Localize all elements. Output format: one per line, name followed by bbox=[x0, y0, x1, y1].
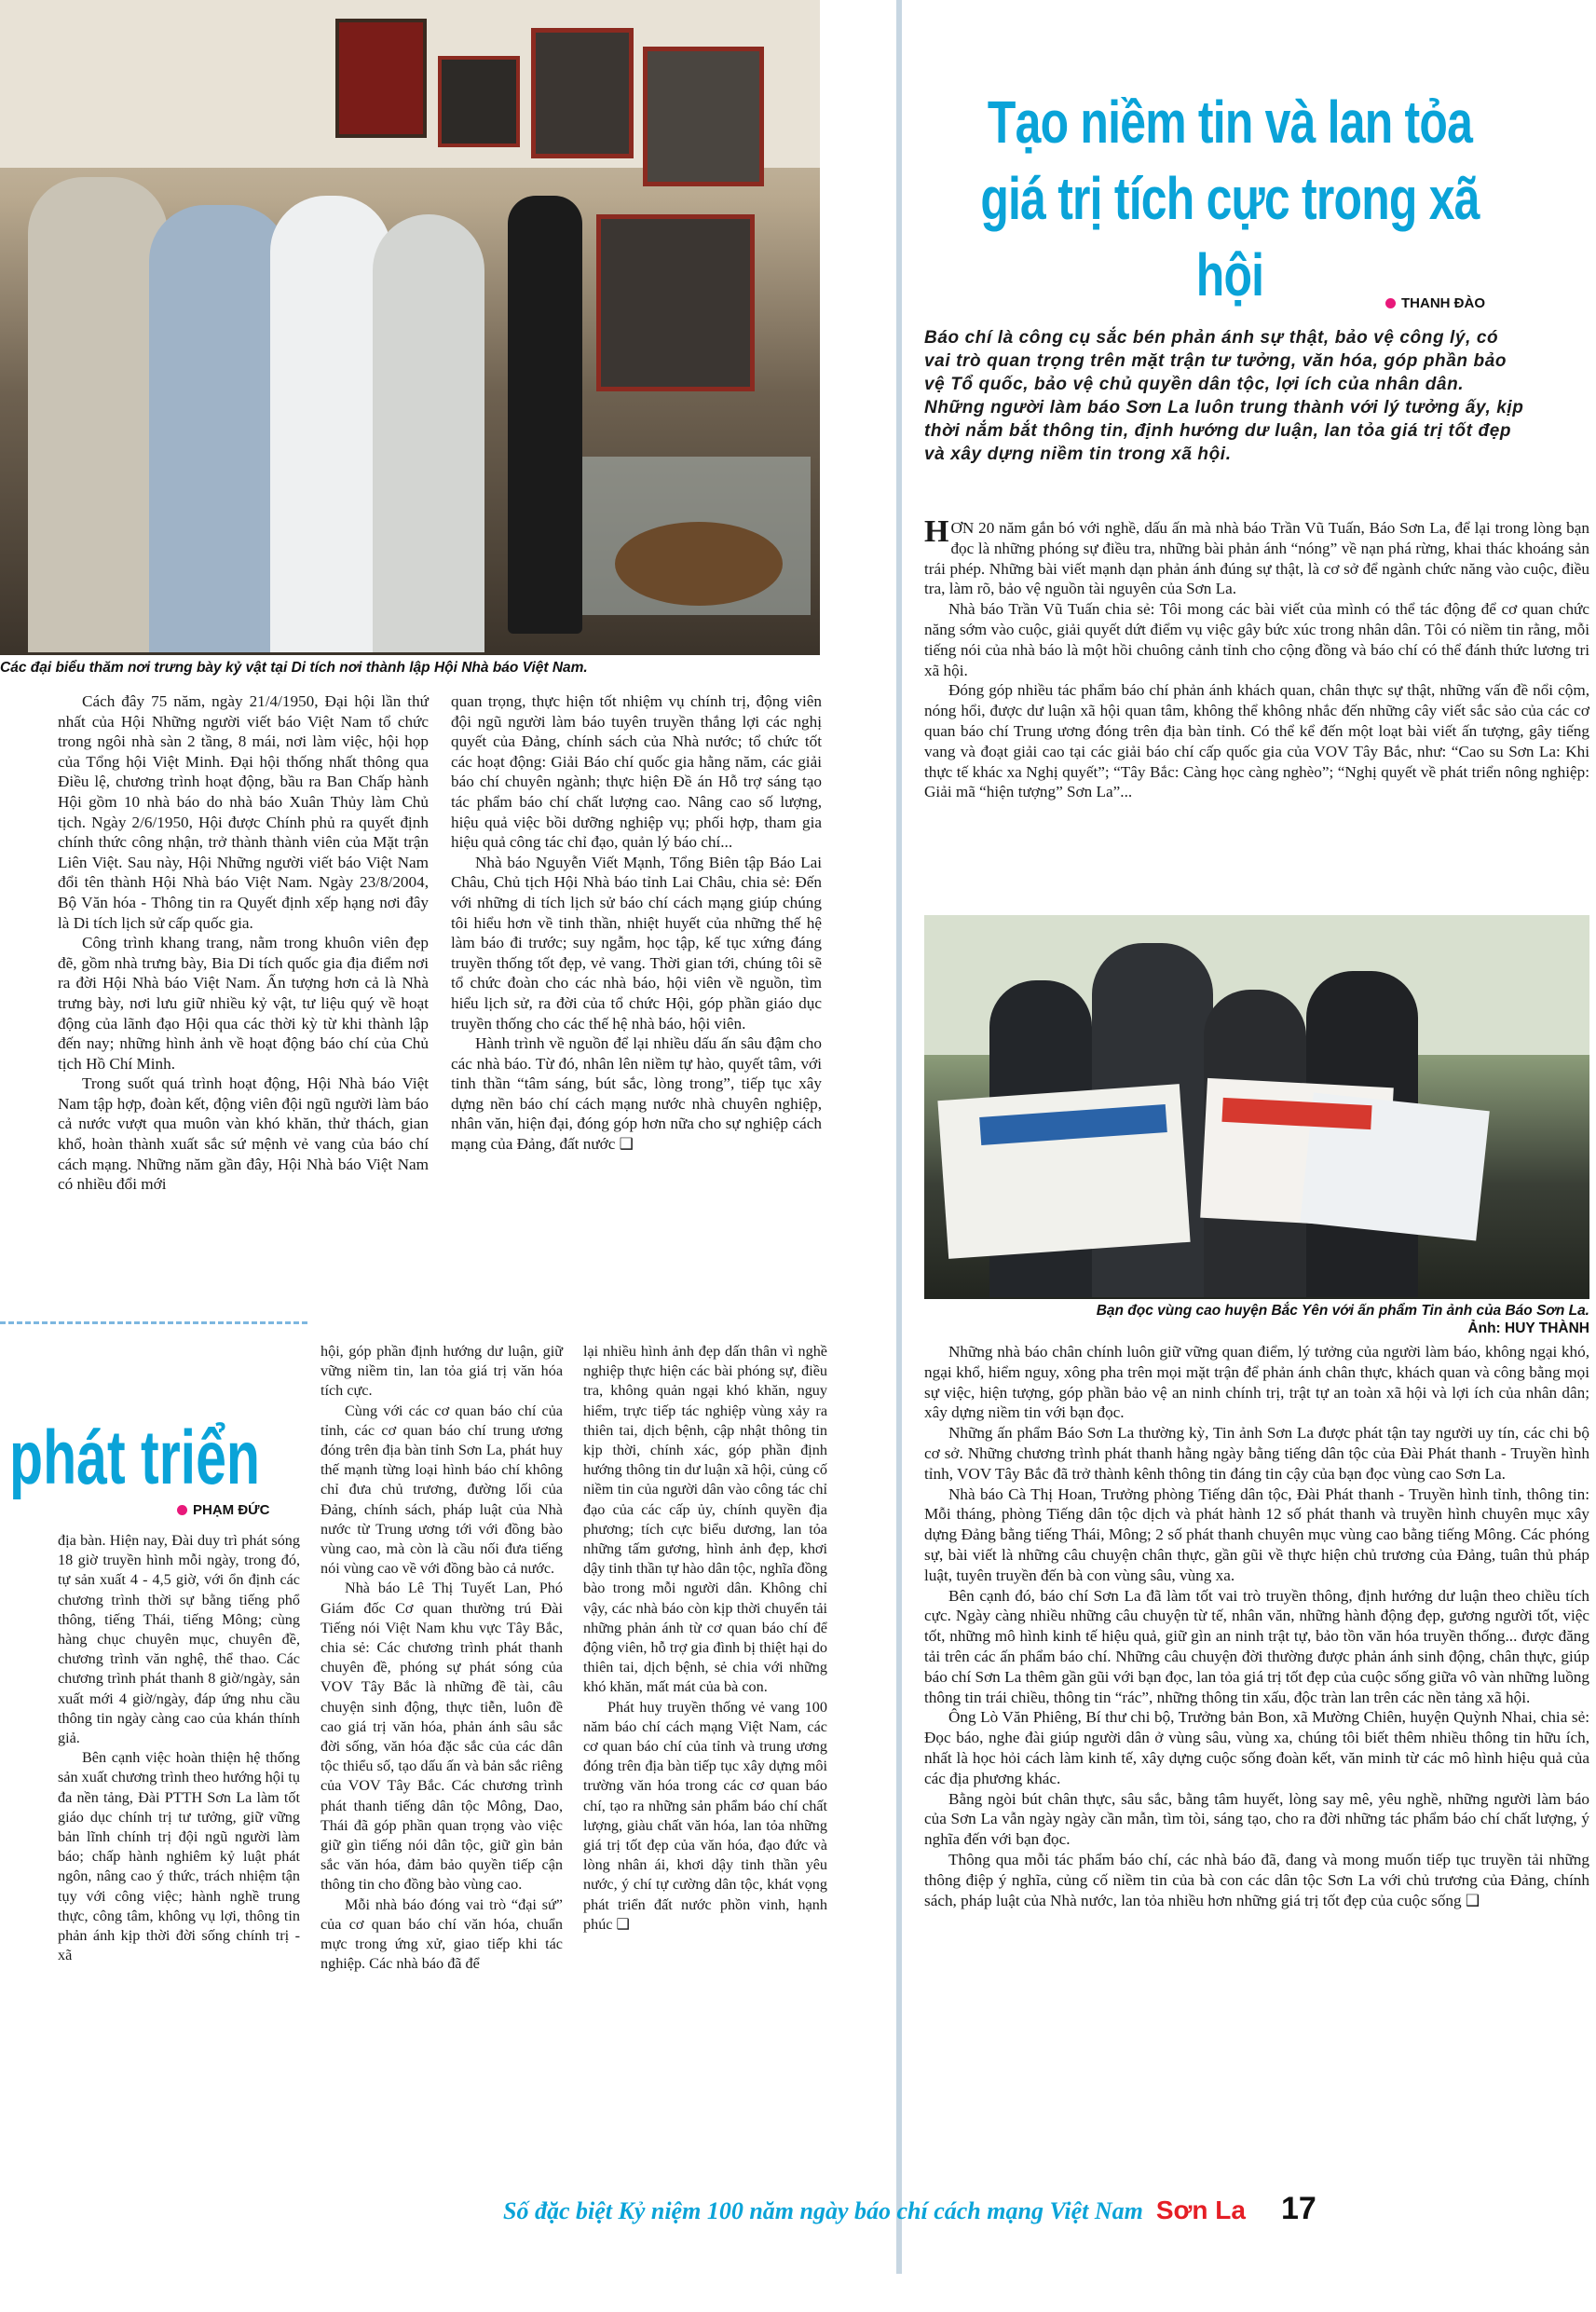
paragraph: Những nhà báo chân chính luôn giữ vững quan điểm, lý tưởng của người làm báo, không ngại khó, ngại khổ, hiểm nguy, xông pha trên mọi mặt trận để phản ánh chân thực, khách quan và công bằng mọi sự việc, hiện tượng, góp phần bảo vệ an ninh chính trị, trật tự an toàn xã hội và lợi ích của nhân dân; xây dựng niềm tin với bạn đọc. bbox=[924, 1343, 1589, 1422]
byline-dot-icon bbox=[1385, 298, 1396, 308]
paragraph: Phát huy truyền thống vẻ vang 100 năm báo chí cách mạng Việt Nam, các cơ quan báo chí của tỉnh và trung ương đóng trên địa bàn tiếp tục xây dựng môi trường văn hóa trong các cơ quan báo chí, tạo ra những sản phẩm báo chí chất lượng, giàu chất văn hóa, lan tỏa những giá trị tốt đẹp của văn hóa, đạo đức và lòng nhân ái, khơi dậy tinh thần yêu nước, ý chí tự cường dân tộc, khát vọng phát triển đất nước phồn vinh, hạnh phúc ❑ bbox=[583, 1698, 827, 1933]
article3-lead: Báo chí là công cụ sắc bén phản ánh sự thật, bảo vệ công lý, có vai trò quan trọng trên mặt trận tư tưởng, văn hóa, góp phần bảo vệ Tổ quốc, bảo vệ chủ quyền dân tộc, lợi ích của nhân dân. Những người làm báo Sơn La luôn trung thành với lý tưởng ấy, kịp thời nắm bắt thông tin, định hướng dư luận, lan tỏa giá trị tốt đẹp và xây dựng niềm tin trong xã hội. bbox=[924, 328, 1524, 464]
paragraph: Nhà báo Trần Vũ Tuấn chia sẻ: Tôi mong các bài viết của mình có thể tác động để cơ quan chức năng sớm vào cuộc, giải quyết dứt điểm vụ việc gây bức xúc trong nhân dân. Tôi có niềm tin rằng, mỗi tiếng nói của nhà báo là một hồi chuông cảnh tỉnh cho cộng đồng và báo chí có thể đánh thức lương tri xã hội. bbox=[924, 600, 1589, 679]
article3-title bbox=[954, 84, 1507, 313]
article3-byline bbox=[1385, 295, 1485, 311]
byline-dot-icon bbox=[177, 1505, 187, 1515]
paragraph bbox=[924, 514, 1589, 599]
paragraph: Những ấn phẩm Báo Sơn La thường kỳ, Tin ảnh Sơn La được phát tận tay người uy tín, các chi bộ cơ sở. Những chương trình phát thanh hằng ngày bằng tiếng dân tộc của Đài Phát thanh - Truyền hình tỉnh, VOV Tây Bắc đã trở thành kênh thông tin đáng tin cậy của bạn đọc vùng cao Sơn La. bbox=[924, 1424, 1589, 1483]
paragraph: Cùng với các cơ quan báo chí của tỉnh, các cơ quan báo chí trung ương đóng trên địa bàn tỉnh Sơn La, phát huy thế mạnh từng loại hình báo chí không chỉ đưa chủ trương, đường lối của Đảng, chính sách, pháp luật của Nhà nước từ Trung ương tới với đồng bào vùng cao, mà còn là cầu nối đưa tiếng nói vùng cao về với đồng bào cả nước. bbox=[321, 1402, 563, 1578]
paragraph: Ông Lò Văn Phiêng, Bí thư chi bộ, Trưởng bản Bon, xã Mường Chiên, huyện Quỳnh Nhai, chia sẻ: Đọc báo, nghe đài giúp người dân ở vùng sâu, vùng xa, chúng tôi biết thêm nhiều thông tin hữu ích, nhất là học hỏi cách làm kinh tế, xây dựng cuộc sống đoàn kết, văn minh từ các mô hình hiệu quả của các địa phương khác. bbox=[924, 1708, 1589, 1787]
paragraph: Bên cạnh việc hoàn thiện hệ thống sản xuất chương trình theo hướng hội tụ đa nền tảng, Đài PTTH Sơn La làm tốt giáo dục chính trị tư tưởng, giữ vững bản lĩnh chính trị đội ngũ người làm báo; chấp hành nghiêm kỷ luật phát ngôn, nâng cao ý thức, trách nhiệm tận tụy với công việc; hành nghề trung thực, công tâm, không vụ lợi, thông tin phản ánh kịp thời đời sống chính trị - xã bbox=[58, 1749, 300, 1964]
article2-column2 bbox=[321, 1342, 563, 1975]
paragraph: quan trọng, thực hiện tốt nhiệm vụ chính trị, động viên đội ngũ người làm báo tuyên truyền thắng lợi các nghị quyết của Đảng, chính sách của Nhà nước; tổ chức tốt các hoạt động: Giải Báo chí quốc gia hằng năm, các giải báo chí chuyên ngành; thực hiện Đề án Hỗ trợ sáng tạo tác phẩm báo chí chất lượng cao. Nâng cao số lượng, hiệu quả việc bồi dưỡng nghiệp vụ; phối hợp, tham gia hiệu quả công tác chỉ đạo, quản lý báo chí... bbox=[451, 692, 822, 852]
paragraph: Nhà báo Cà Thị Hoan, Trưởng phòng Tiếng dân tộc, Đài Phát thanh - Truyền hình tỉnh, thông tin: Mỗi tháng, phòng Tiếng dân tộc dịch và phát hành 12 số phát thanh và truyền hình chuyên mục xây dựng Đảng bằng tiếng Thái, Mông; 2 số phát thanh chuyên mục vùng cao bằng tiếng Mông. Các phóng sự, bài viết là những câu chuyện chân thực, gần gũi về thực hiện chủ trương của Đảng, tuân thủ pháp luật, tuyên truyền đến bà con vùng sâu, vùng xa. bbox=[924, 1484, 1589, 1584]
paragraph-text: ƠN 20 năm gắn bó với nghề, dấu ấn mà nhà báo Trần Vũ Tuấn, Báo Sơn La, để lại trong lòng bạn đọc là những phóng sự điều tra, những bài phản ánh “nóng” về nạn phá rừng, khai thác khoáng sản trái phép. Những bài viết mạnh dạn phản ánh đúng sự thật, là cơ sở để ngành chức năng vào cuộc, điều tra, làm rõ, bảo vệ nguồn tài nguyên của Sơn La. bbox=[924, 519, 1589, 598]
article2-title: phát triển bbox=[9, 1416, 260, 1500]
article2-column3 bbox=[583, 1342, 827, 1935]
article1-column1 bbox=[58, 691, 429, 1195]
paragraph: Mỗi nhà báo đóng vai trò “đại sứ” của cơ quan báo chí văn hóa, chuẩn mực trong ứng xử, giao tiếp khi tác nghiệp. Các nhà báo đã để bbox=[321, 1895, 563, 1973]
readers-photo bbox=[924, 915, 1589, 1299]
title-line: Tạo niềm tin và lan tỏa bbox=[987, 89, 1473, 156]
article2-byline bbox=[177, 1502, 269, 1518]
dashed-divider bbox=[0, 1321, 307, 1324]
paragraph: Nhà báo Lê Thị Tuyết Lan, Phó Giám đốc Cơ quan thường trú Đài Tiếng nói Việt Nam khu vực Tây Bắc, chia sẻ: Các chương trình phát thanh chuyên đề, phóng sự phát sóng của VOV Tây Bắc là những đề tài, câu chuyện sinh động, thực tiễn, luôn đề cao giá trị văn hóa, phản ánh sâu sắc đời sống, văn hóa đặc sắc của các dân tộc thiểu số, tạo dấu ấn và bản sắc riêng của VOV Tây Bắc. Các chương trình phát thanh tiếng dân tộc Mông, Dao, Thái đã góp phần quan trọng vào việc giữ gìn tiếng nói dân tộc, giữ gìn bản sắc văn hóa, đảm bảo quyền tiếp cận thông tin cho đồng bào vùng cao. bbox=[321, 1580, 563, 1894]
paragraph: Nhà báo Nguyễn Viết Mạnh, Tổng Biên tập Báo Lai Châu, Chủ tịch Hội Nhà báo tỉnh Lai Châu, chia sẻ: Đến với những di tích lịch sử báo chí cách mạng giúp chúng tôi hiểu hơn về tinh thần, nhiệt huyết của những thế hệ làm báo đi trước; suy ngẫm, học tập, kế tục xứng đáng truyền thống tốt đẹp, vẻ vang. Thời gian tới, chúng tôi sẽ tổ chức đoàn cho các nhà báo, hội viên về nguồn, tìm hiểu lịch sử, ra đời của tổ chức Hội, góp phần giáo dục truyền thống cho các thế hệ nhà báo, hội viên. bbox=[451, 853, 822, 1033]
page-gutter bbox=[896, 0, 902, 2274]
paragraph: Hành trình về nguồn để lại nhiều dấu ấn sâu đậm cho các nhà báo. Từ đó, nhân lên niềm tự hào, quyết tâm, với tinh thần “tâm sáng, bút sắc, lòng trong”, tiếp tục xây dựng nền báo chí cách mạng nước nhà chuyên nghiệp, nhân văn, hiện đại, đóng góp hơn nữa cho sự nghiệp cách mạng của Đảng, đất nước ❑ bbox=[451, 1034, 822, 1154]
byline-text: PHẠM ĐỨC bbox=[193, 1502, 270, 1518]
photo1-caption: Các đại biểu thăm nơi trưng bày kỷ vật tại Di tích nơi thành lập Hội Nhà báo Việt Nam. bbox=[0, 660, 588, 676]
article2-column1 bbox=[58, 1531, 300, 1965]
article1-column2 bbox=[451, 691, 822, 1155]
paragraph: Bằng ngòi bút chân thực, sâu sắc, bằng tâm huyết, lòng say mê, yêu nghề, những người làm báo của Sơn La vẫn ngày ngày cần mẫn, tìm tòi, sáng tạo, cho ra đời những tác phẩm báo chí chất lượng, ý nghĩa đến với bạn đọc. bbox=[924, 1789, 1589, 1849]
paragraph: Trong suốt quá trình hoạt động, Hội Nhà báo Việt Nam tập hợp, đoàn kết, động viên đội ngũ người làm báo cả nước vượt qua muôn vàn khó khăn, thử thách, gian khổ, hoàn thành xuất sắc sứ mệnh vẻ vang của báo chí cách mạng. Những năm gần đây, Hội Nhà báo Việt Nam có nhiều đổi mới bbox=[58, 1074, 429, 1194]
title-line: giá trị tích cực trong xã hội bbox=[980, 165, 1480, 308]
footer-tagline: Số đặc biệt Kỷ niệm 100 năm ngày báo chí cách mạng Việt Nam bbox=[503, 2197, 1143, 2224]
caption-text: Bạn đọc vùng cao huyện Bắc Yên với ấn phẩm Tin ảnh của Báo Sơn La. bbox=[1096, 1303, 1589, 1319]
paragraph: Thông qua mỗi tác phẩm báo chí, các nhà báo đã, đang và mong muốn tiếp tục truyền tải những thông điệp ý nghĩa, củng cố niềm tin của bà con các dân tộc Sơn La với chủ trương của Đảng, chính sách, pháp luật của Nhà nước, lan tỏa nhiều hơn những giá trị tốt đẹp của cuộc sống ❑ bbox=[924, 1850, 1589, 1909]
paragraph: địa bàn. Hiện nay, Đài duy trì phát sóng 18 giờ truyền hình mỗi ngày, trong đó, tự sản xuất 4 - 4,5 giờ, với ổn định các chương trình thời sự bằng tiếng phổ thông, tiếng Thái, tiếng Mông; cùng hàng chục chuyên mục, chuyên đề, chương trình văn nghệ, thể thao. Các chương trình phát thanh 8 giờ/ngày, sản xuất mới 4 giờ/ngày, đáp ứng nhu cầu thông tin ngày càng cao của khán thính giả. bbox=[58, 1532, 300, 1747]
paragraph: hội, góp phần định hướng dư luận, giữ vững niềm tin, lan tỏa giá trị văn hóa tích cực. bbox=[321, 1343, 563, 1400]
photo2-caption bbox=[924, 1302, 1589, 1337]
exhibition-photo bbox=[0, 0, 820, 655]
article3-body-bottom bbox=[924, 1342, 1589, 1910]
drop-cap: H bbox=[924, 514, 949, 549]
page-footer bbox=[503, 2191, 1575, 2227]
paragraph: Cách đây 75 năm, ngày 21/4/1950, Đại hội lần thứ nhất của Hội Những người viết báo Việt Nam tổ chức trong ngôi nhà sàn 2 tầng, 8 mái, nơi làm việc, hội họp của Tổng hội Việt Minh. Đại hội thống nhất thông qua Điều lệ, chương trình hoạt động, bầu ra Ban Chấp hành Hội gồm 10 nhà báo do nhà báo Xuân Thủy làm Chủ tịch. Ngày 2/6/1950, Hội được Chính phủ ra quyết định chính thức công nhận, trở thành thành viên của Mặt trận Liên Việt. Sau này, Hội Những người viết báo Việt Nam đổi tên thành Hội Nhà báo Việt Nam. Ngày 23/8/2004, Bộ Văn hóa - Thông tin ra Quyết định xếp hạng nơi đây là Di tích lịch sử cấp quốc gia. bbox=[58, 692, 429, 932]
paragraph: Công trình khang trang, nằm trong khuôn viên đẹp đẽ, gồm nhà trưng bày, Bia Di tích quốc gia địa điểm nơi ra đời Hội Nhà báo Việt Nam. Ấn tượng hơn cả là Nhà trưng bày, nơi lưu giữ nhiều kỷ vật, tư liệu quý về hoạt động của lãnh đạo Hội qua các thời kỳ từ khi thành lập đến nay; những hình ảnh về hoạt động báo chí của Chủ tịch Hồ Chí Minh. bbox=[58, 934, 429, 1073]
photo-credit: Ảnh: HUY THÀNH bbox=[1467, 1320, 1589, 1336]
byline-text: THANH ĐÀO bbox=[1401, 295, 1485, 311]
article3-body-top bbox=[924, 514, 1589, 802]
paragraph: Bên cạnh đó, báo chí Sơn La đã làm tốt vai trò truyền thông, định hướng dư luận theo chiều tích cực. Ngày càng nhiều những câu chuyện từ tế, nhân văn, những hành động đẹp, gương người tốt, việc tốt, những mô hình kinh tế hiệu quả, giữ gìn an ninh trật tự, bảo tồn văn hóa truyền thống... được đăng tải trên các ấn phẩm báo chí. Những câu chuyện đời thường được phản ánh sinh động, chân thực, giúp báo chí Sơn La thêm gần gũi với bạn đọc, lan tỏa giá trị tốt đẹp của cuộc sống giữa vô vàn những luồng thông tin trái chiều, thông tin “rác”, những thông tin xấu, độc tràn lan trên các nền tảng xã hội. bbox=[924, 1586, 1589, 1706]
paragraph: Đóng góp nhiều tác phẩm báo chí phản ánh khách quan, chân thực sự thật, những vấn đề nổi cộm, nóng hổi, được dư luận xã hội quan tâm, không thể không nhắc đến những cây viết sắc sảo của các cơ quan báo chí Trung ương đóng trên địa bàn tỉnh. Có thể kể đến một loạt bài viết ấn tượng, gây tiếng vang và đoạt giải cao tại các giải báo chí cấp quốc gia của VOV Tây Bắc, như: “Cao su Sơn La: Khi thực tế khác xa Nghị quyết”; “Tây Bắc: Càng học càng nghèo”; “Nghị quyết về phát triển nông nghiệp: Giải mã “hiện tượng” Sơn La”... bbox=[924, 681, 1589, 801]
page-number: 17 bbox=[1280, 2191, 1316, 2226]
paragraph: lại nhiều hình ảnh đẹp dấn thân vì nghề nghiệp thực hiện các bài phóng sự, điều tra, không quản ngại khó khăn, nguy hiểm, trực tiếp tác nghiệp vùng xảy ra thiên tai, dịch bệnh, cập nhật thông tin kịp thời, chính xác, góp phần định hướng thông tin dư luận xã hội, củng cố niềm tin của người dân vào công tác chỉ đạo của các cấp ủy, chính quyền địa phương; tích cực biểu dương, lan tỏa những tấm gương, hình ảnh đẹp, khơi dậy tinh thần tự hào dân tộc, nghĩa đồng bào trong mỗi người dân. Không chỉ vậy, các nhà báo còn kịp thời chuyển tải những phản ánh từ cơ quan báo chí để động viên, hỗ trợ gia đình bị thiệt hại do thiên tai, dịch bệnh, sẻ chia với những khó khăn, mất mát của bà con. bbox=[583, 1343, 827, 1696]
footer-brand: Sơn La bbox=[1155, 2196, 1246, 2224]
